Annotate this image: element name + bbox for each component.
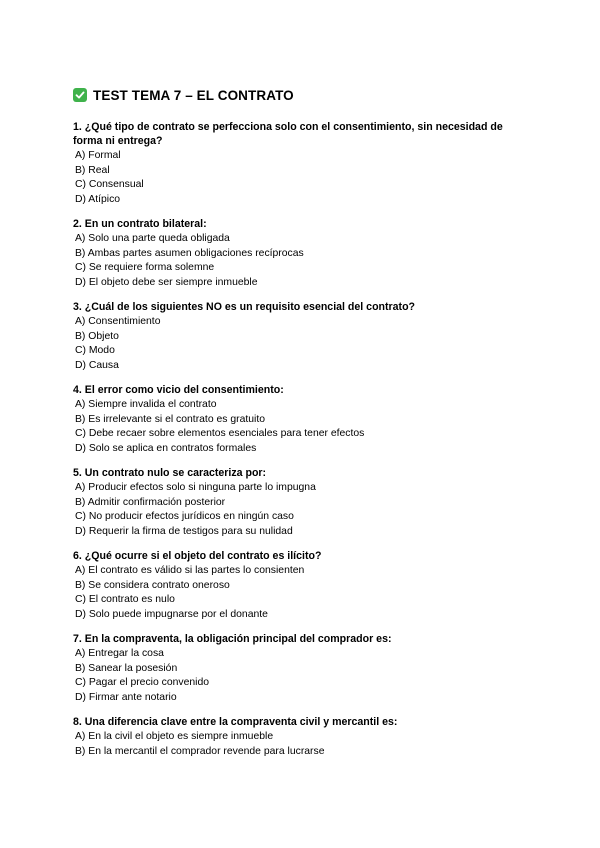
question-block: [73, 632, 533, 705]
question-block: [73, 383, 533, 456]
answer-option: C) Modo: [75, 345, 115, 356]
answer-option: C) No producir efectos jurídicos en ningún caso: [75, 511, 294, 522]
question-block: [73, 120, 533, 207]
answer-option: D) Firmar ante notario: [75, 691, 177, 703]
document-page: [73, 86, 533, 769]
answer-option: B) Es irrelevante si el contrato es gratuito: [75, 413, 266, 425]
answer-option: B) Ambas partes asumen obligaciones recíprocas: [75, 247, 304, 259]
question-text: 8. Una diferencia clave entre la compraventa civil y mercantil es:: [73, 716, 398, 728]
question-text: 3. ¿Cuál de los siguientes NO es un requisito esencial del contrato?: [73, 301, 416, 313]
answer-option: B) En la mercantil el comprador revende para lucrarse: [75, 745, 325, 757]
question-list: [73, 120, 533, 759]
answer-option: A) Siempre invalida el contrato: [75, 399, 217, 410]
answer-option: C) Se requiere forma solemne: [75, 262, 215, 273]
answer-option: D) Requerir la firma de testigos para su nulidad: [75, 525, 293, 537]
page-title: TEST TEMA 7 – EL CONTRATO: [93, 87, 294, 103]
check-mark-icon: [73, 88, 87, 102]
answer-option: C) El contrato es nulo: [75, 594, 175, 605]
answer-option: B) Objeto: [75, 330, 119, 342]
answer-option: B) Real: [75, 164, 110, 176]
option-list: [73, 647, 533, 705]
question-block: [73, 300, 533, 373]
question-text: 7. En la compraventa, la obligación principal del comprador es:: [73, 633, 392, 645]
answer-option: C) Consensual: [75, 179, 144, 190]
option-list: [73, 730, 533, 759]
question-text: 5. Un contrato nulo se caracteriza por:: [73, 467, 267, 479]
question-block: [73, 715, 533, 759]
answer-option: B) Admitir confirmación posterior: [75, 496, 226, 508]
answer-option: A) Entregar la cosa: [75, 648, 164, 659]
answer-option: D) Solo se aplica en contratos formales: [75, 442, 257, 454]
answer-option: A) Consentimiento: [75, 316, 161, 327]
answer-option: B) Sanear la posesión: [75, 662, 178, 674]
answer-option: A) Formal: [75, 150, 121, 161]
option-list: [73, 315, 533, 373]
answer-option: C) Pagar el precio convenido: [75, 677, 209, 688]
question-text: 6. ¿Qué ocurre si el objeto del contrato es ilícito?: [73, 550, 322, 562]
answer-option: C) Debe recaer sobre elementos esenciales para tener efectos: [75, 428, 365, 439]
answer-option: A) Producir efectos solo si ninguna parte lo impugna: [75, 482, 316, 493]
question-block: [73, 217, 533, 290]
answer-option: B) Se considera contrato oneroso: [75, 579, 230, 591]
option-list: [73, 398, 533, 456]
option-list: [73, 232, 533, 290]
answer-option: D) Solo puede impugnarse por el donante: [75, 608, 268, 620]
answer-option: D) El objeto debe ser siempre inmueble: [75, 276, 258, 288]
option-list: [73, 564, 533, 622]
answer-option: A) En la civil el objeto es siempre inmueble: [75, 731, 274, 742]
answer-option: A) Solo una parte queda obligada: [75, 233, 230, 244]
title-row: [73, 86, 533, 104]
option-list: [73, 481, 533, 539]
question-text: 4. El error como vicio del consentimiento:: [73, 384, 284, 396]
option-list: [73, 149, 533, 207]
answer-option: D) Causa: [75, 359, 119, 371]
answer-option: A) El contrato es válido si las partes lo consienten: [75, 565, 305, 576]
question-text: 2. En un contrato bilateral:: [73, 218, 207, 230]
question-block: [73, 549, 533, 622]
answer-option: D) Atípico: [75, 193, 121, 205]
question-block: [73, 466, 533, 539]
question-text: 1. ¿Qué tipo de contrato se perfecciona solo con el consentimiento, sin necesidad de forma ni entrega?: [73, 121, 503, 147]
